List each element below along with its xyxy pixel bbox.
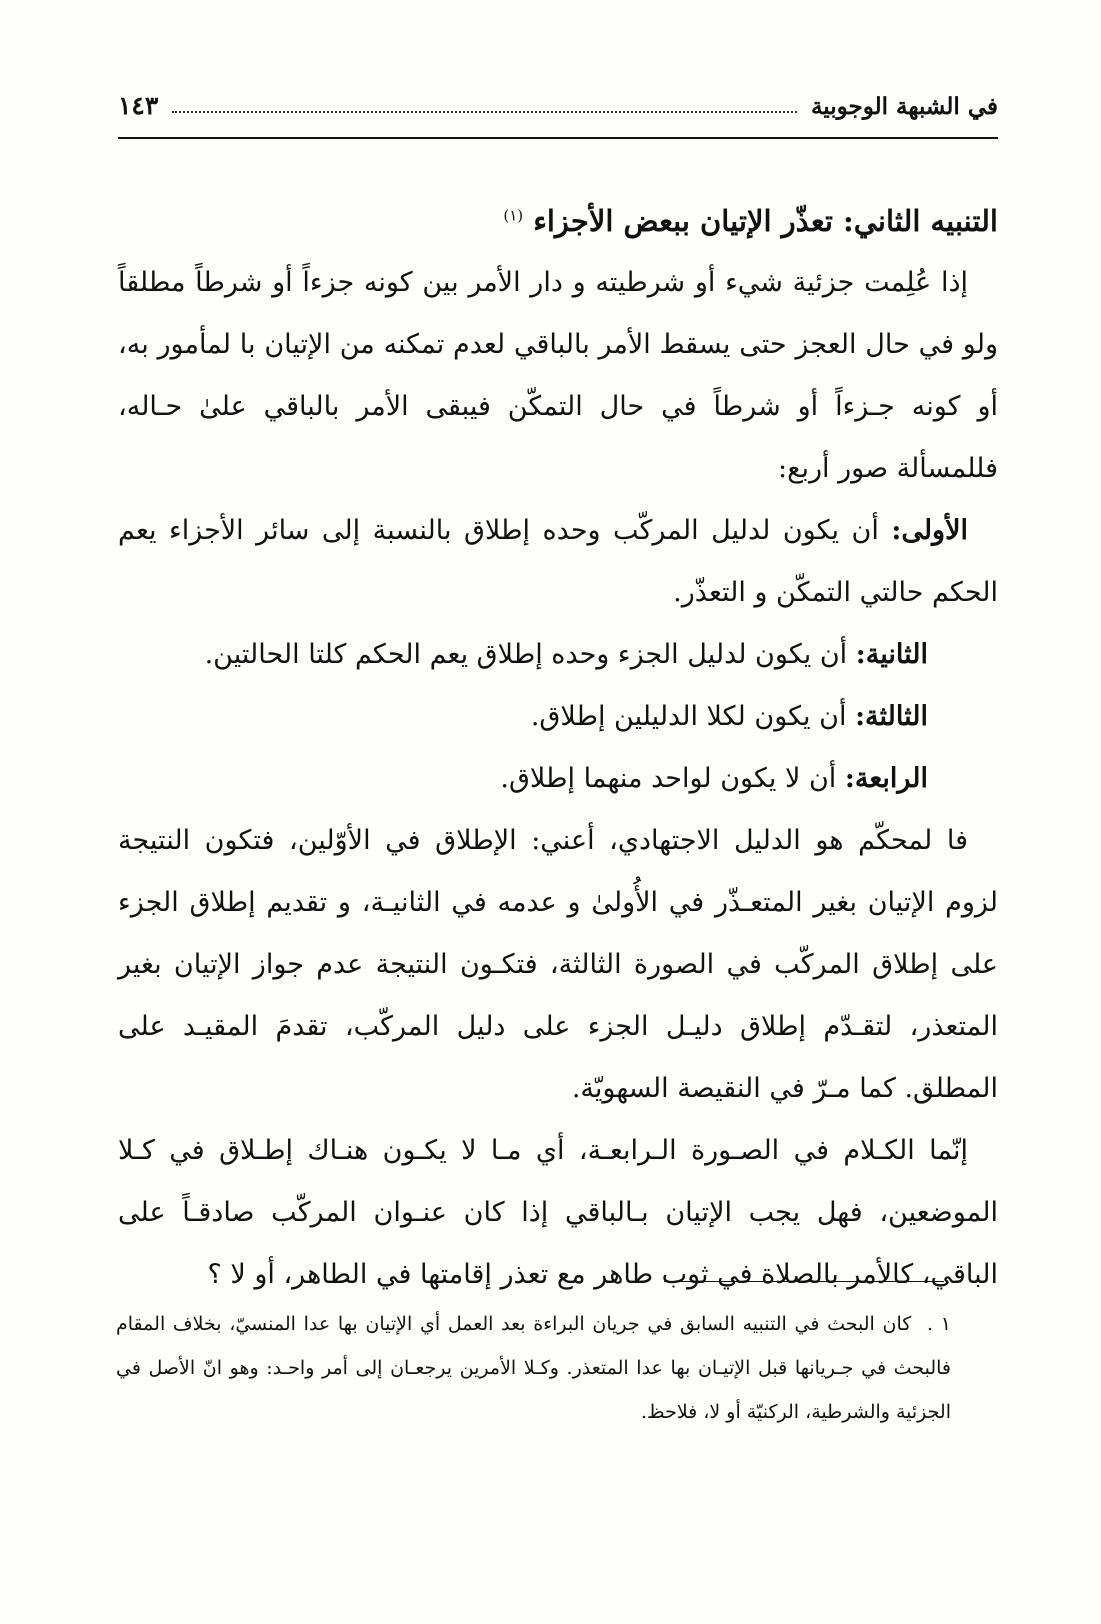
- case-second-text: أن يكون لدليل الجزء وحده إطلاق يعم الحكم كلتا الحالتين.: [204, 639, 848, 670]
- case-first: [118, 500, 998, 624]
- footnote-number: ١ .: [927, 1313, 951, 1335]
- case-third-text: أن يكون لكلا الدليلين إطلاق.: [530, 701, 847, 732]
- case-first-label: الأولى:: [891, 515, 968, 546]
- header-rule: [118, 137, 998, 139]
- footnotes: [116, 1302, 951, 1434]
- case-second: [118, 624, 998, 686]
- question-paragraph: إنّما الكـلام في الصـورة الـرابعـة، أي مـا لا يكـون هنـاك إطـلاق في كـلا الموضعين، فهل يجب الإتيان بـالباقي إذا كان عنـوان المركّب صادقـاً على الباقي، كالأمر بالصلاة في ثوب طاهر مع تعذر إقامتها في الطاهر، أو لا ؟: [118, 1135, 998, 1290]
- footnote-item: [116, 1302, 951, 1434]
- footnote-reference: (١): [503, 206, 524, 225]
- running-header-title: في الشبهة الوجوبية: [810, 93, 998, 120]
- footnote-separator: [664, 1281, 944, 1282]
- case-third: [118, 686, 998, 748]
- section-title: التنبيه الثاني: تعذّر الإتيان ببعض الأجزاء: [533, 204, 998, 238]
- footnote-text: كان البحث في التنبيه السابق في جريان البراءة بعد العمل أي الإتيان بها عدا المنسيّ، بخلاف المقام فالبحث في جـريانها قبل الإتيـان بها عدا المتعذر. وكـلا الأمرين يرجعـان إلى أمر واحـد: وهو انّ الأصل في الجزئية والشرطية، الركنيّة أو لا، فلاحظ.: [116, 1313, 951, 1423]
- intro-paragraph: إذا عُلِمت جزئية شيء أو شرطيته و دار الأمر بين كونه جزءاً أو شرطاً مطلقاً ولو في حال العجز حتى يسقط الأمر بالباقي لعدم تمكنه من الإتيان با لمأمور به، أو كونه جـزءاً أو شرطاً في حال التمكّن فيبقى الأمر بالباقي علىٰ حـاله، فللمسألة صور أربع:: [118, 267, 998, 484]
- dotted-leader: [172, 110, 797, 113]
- case-fourth-text: أن لا يكون لواحد منهما إطلاق.: [500, 763, 837, 794]
- case-third-label: الثالثة:: [855, 701, 928, 732]
- main-text: [118, 190, 998, 1306]
- page-number: ١٤٣: [118, 91, 159, 120]
- case-fourth: [118, 748, 998, 810]
- running-header: [118, 80, 998, 120]
- section-heading: [118, 190, 998, 252]
- case-fourth-label: الرابعة:: [844, 763, 928, 794]
- case-first-text: أن يكون لدليل المركّب وحده إطلاق بالنسبة إلى سائر الأجزاء يعم الحكم حالتي التمكّن و التعذّر.: [118, 515, 998, 608]
- conclusion-paragraph: فا لمحكّم هو الدليل الاجتهادي، أعني: الإطلاق في الأوّلين، فتكون النتيجة لزوم الإتيان بغير المتعـذّر في الأُولىٰ و عدمه في الثانيـة، و تقديم إطلاق الجزء على إطلاق المركّب في الصورة الثالثة، فتكـون النتيجة عدم جواز الإتيان بغير المتعذر، لتقـدّم إطلاق دليـل الجزء على دليل المركّب، تقدمَ المقيـد على المطلق. كما مـرّ في النقيصة السهويّة.: [118, 825, 998, 1104]
- case-second-label: الثانية:: [855, 639, 928, 670]
